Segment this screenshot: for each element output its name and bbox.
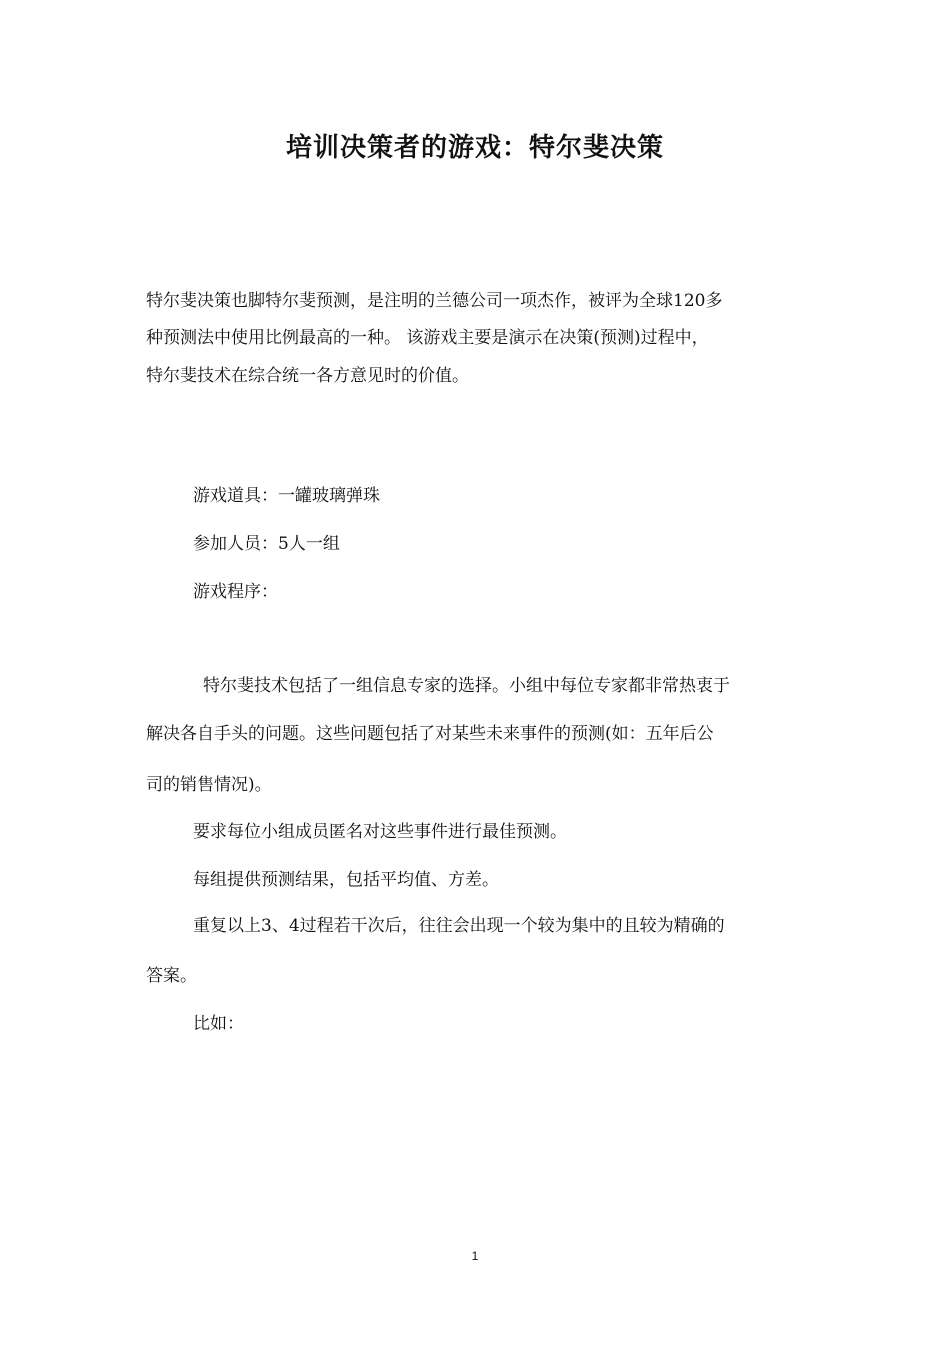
step1-line-3: 司的销售情况)。 [146, 775, 272, 795]
props-line: 游戏道具：一罐玻璃弹珠 [193, 486, 380, 506]
intro-line-2: 种预测法中使用比例最高的一种。 该游戏主要是演示在决策(预测)过程中， [146, 328, 709, 348]
step1-line-1: 特尔斐技术包括了一组信息专家的选择。小组中每位专家都非常热衷于 [203, 676, 730, 696]
step3-line: 每组提供预测结果，包括平均值、方差。 [193, 870, 499, 890]
intro-line-1: 特尔斐决策也脚特尔斐预测，是注明的兰德公司一项杰作，被评为全球120多 [146, 291, 723, 311]
participants-line: 参加人员：5人一组 [193, 534, 340, 554]
intro-line-3: 特尔斐技术在综合统一各方意见时的价值。 [146, 366, 469, 386]
document-title: 培训决策者的游戏：特尔斐决策 [285, 133, 664, 163]
page-number: 1 [471, 1249, 479, 1263]
step4-line-2: 答案。 [146, 966, 197, 986]
step1-line-2: 解决各自手头的问题。这些问题包括了对某些未来事件的预测(如：五年后公 [146, 724, 714, 744]
example-label: 比如： [193, 1014, 244, 1034]
step4-line-1: 重复以上3、4过程若干次后，往往会出现一个较为集中的且较为精确的 [193, 916, 725, 936]
procedure-heading: 游戏程序： [193, 582, 278, 602]
step2-line: 要求每位小组成员匿名对这些事件进行最佳预测。 [193, 822, 567, 842]
